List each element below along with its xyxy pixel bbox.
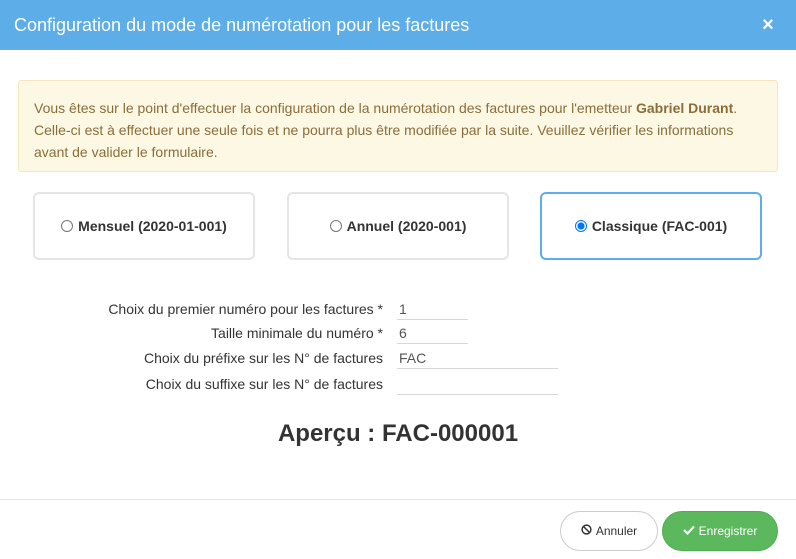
form-row-suffix — [0, 373, 796, 397]
suffix-label: Choix du suffixe sur les N° de factures — [145, 376, 383, 392]
cancel-button[interactable] — [560, 511, 658, 551]
footer-divider — [0, 499, 796, 500]
alert-text-after: . Celle-ci est à effectuer une seule fois et ne pourra plus être modifiée par la suite. Veuillez vérifier les informations avant de valider le formulaire. — [34, 100, 738, 160]
mode-option-annuel[interactable] — [287, 192, 509, 260]
save-label: Enregistrer — [698, 524, 758, 538]
first-number-label: Choix du premier numéro pour les factures * — [108, 301, 383, 317]
save-button[interactable] — [662, 511, 778, 551]
cancel-label: Annuler — [595, 524, 638, 538]
close-icon[interactable]: × — [762, 14, 774, 36]
form-row-min-size — [0, 322, 796, 346]
mode-radio-classique[interactable] — [575, 220, 587, 232]
suffix-input[interactable] — [397, 373, 558, 395]
alert-text-before: Vous êtes sur le point d'effectuer la configuration de la numérotation des factures pour l'emetteur — [34, 100, 636, 116]
numbering-preview: Aperçu : FAC-000001 — [277, 420, 519, 447]
prefix-input[interactable] — [397, 347, 558, 369]
mode-label-annuel: Annuel (2020-001) — [346, 218, 467, 234]
modal-title: Configuration du mode de numérotation pour les factures — [14, 14, 470, 35]
mode-label-classique: Classique (FAC-001) — [591, 218, 728, 234]
mode-radio-annuel[interactable] — [330, 220, 342, 232]
emitter-name: Gabriel Durant — [636, 100, 734, 116]
form-row-prefix — [0, 347, 796, 371]
min-size-label: Taille minimale du numéro * — [211, 325, 383, 341]
ban-icon — [581, 524, 592, 538]
form-row-first-number — [0, 298, 796, 322]
mode-label-mensuel: Mensuel (2020-01-001) — [78, 218, 227, 234]
prefix-label: Choix du préfixe sur les N° de factures — [143, 350, 383, 366]
warning-alert — [18, 80, 778, 172]
first-number-input[interactable] — [397, 298, 468, 320]
check-icon — [683, 524, 695, 538]
mode-radio-mensuel[interactable] — [61, 220, 73, 232]
mode-option-classique[interactable] — [540, 192, 762, 260]
min-size-input[interactable] — [397, 322, 468, 344]
modal-header — [0, 0, 796, 50]
mode-option-mensuel[interactable] — [33, 192, 255, 260]
